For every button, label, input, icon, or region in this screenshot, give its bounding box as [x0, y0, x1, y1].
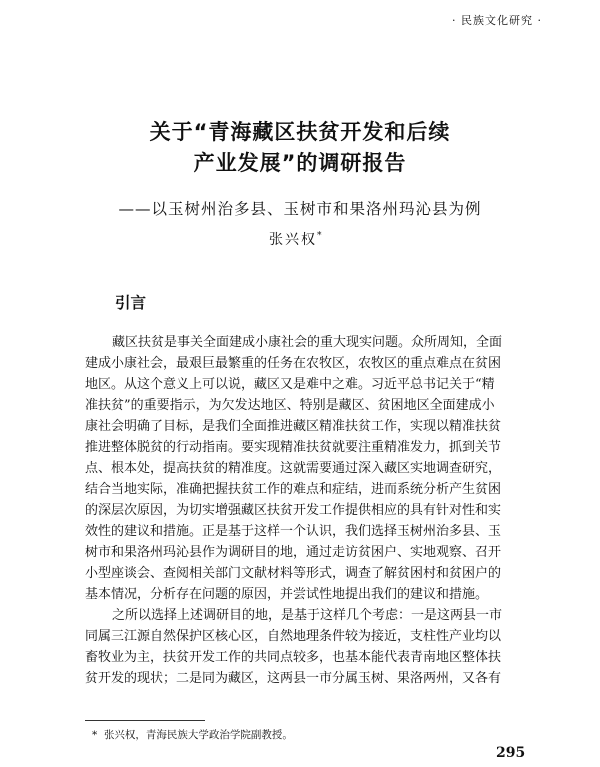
body-line: 推进整体脱贫的行动指南。要实现精准扶贫就要注重精准发力，抓到关节	[85, 440, 502, 455]
page-number: 295	[496, 745, 526, 761]
body-line: 之所以选择上述调研目的地，是基于这样几个考虑：一是这两县一市	[112, 608, 503, 623]
body-line: 的深层次原因，为切实增强藏区扶贫开发工作提供相应的具有针对性和实	[85, 503, 502, 518]
body-line: 地区。从这个意义上可以说，藏区又是难中之难。习近平总书记关于“精	[85, 377, 495, 392]
body-line: 藏区扶贫是事关全面建成小康社会的重大现实问题。众所周知，全面	[112, 335, 503, 350]
body-line: 畜牧业为主，扶贫开发工作的共同点较多，也基本能代表青南地区整体扶	[85, 650, 502, 665]
body-line: 贫开发的现状；二是同为藏区，这两县一市分属玉树、果洛两州，又各有	[85, 671, 502, 686]
footnote-mark: *	[92, 729, 98, 741]
author-name: 张兴权	[269, 232, 317, 248]
article-title-line-2: 产业发展”的调研报告	[193, 151, 407, 175]
body-line: 准扶贫”的重要指示，为欠发达地区、特别是藏区、贫困地区全面建成小	[85, 398, 495, 413]
body-line: 同属三江源自然保护区核心区，自然地理条件较为接近，支柱性产业均以	[85, 629, 502, 644]
body-line: 结合当地实际，准确把握扶贫工作的难点和症结，进而系统分析产生贫困	[85, 482, 502, 497]
article-title-line-1: 关于“青海藏区扶贫开发和后续	[149, 120, 451, 144]
footnote-text: 张兴权，青海民族大学政治学院副教授。	[103, 729, 293, 741]
footnote-divider	[85, 720, 205, 721]
body-line: 树市和果洛州玛沁县作为调研目的地，通过走访贫困户、实地观察、召开	[85, 545, 502, 560]
body-line: 点、根本处，提高扶贫的精准度。这就需要通过深入藏区实地调查研究，	[85, 461, 502, 476]
author-footnote-mark: *	[317, 231, 324, 241]
journal-section-tag: · 民族文化研究 ·	[452, 14, 542, 27]
body-line: 康社会明确了目标，是我们全面推进藏区精准扶贫工作，实现以精准扶贫	[85, 419, 502, 434]
author-byline	[269, 229, 324, 249]
article-subtitle: ——以玉树州治多县、玉树市和果洛州玛沁县为例	[118, 200, 482, 218]
footnote	[92, 727, 293, 742]
body-line: 效性的建议和措施。正是基于这样一个认识，我们选择玉树州治多县、玉	[85, 524, 502, 539]
section-heading-introduction: 引言	[115, 294, 147, 312]
body-line: 小型座谈会、查阅相关部门文献材料等形式，调查了解贫困村和贫困户的	[85, 566, 502, 581]
body-line: 基本情况，分析存在问题的原因，并尝试性地提出我们的建议和措施。	[85, 587, 489, 602]
body-line: 建成小康社会，最艰巨最繁重的任务在农牧区，农牧区的重点难点在贫困	[85, 356, 502, 371]
